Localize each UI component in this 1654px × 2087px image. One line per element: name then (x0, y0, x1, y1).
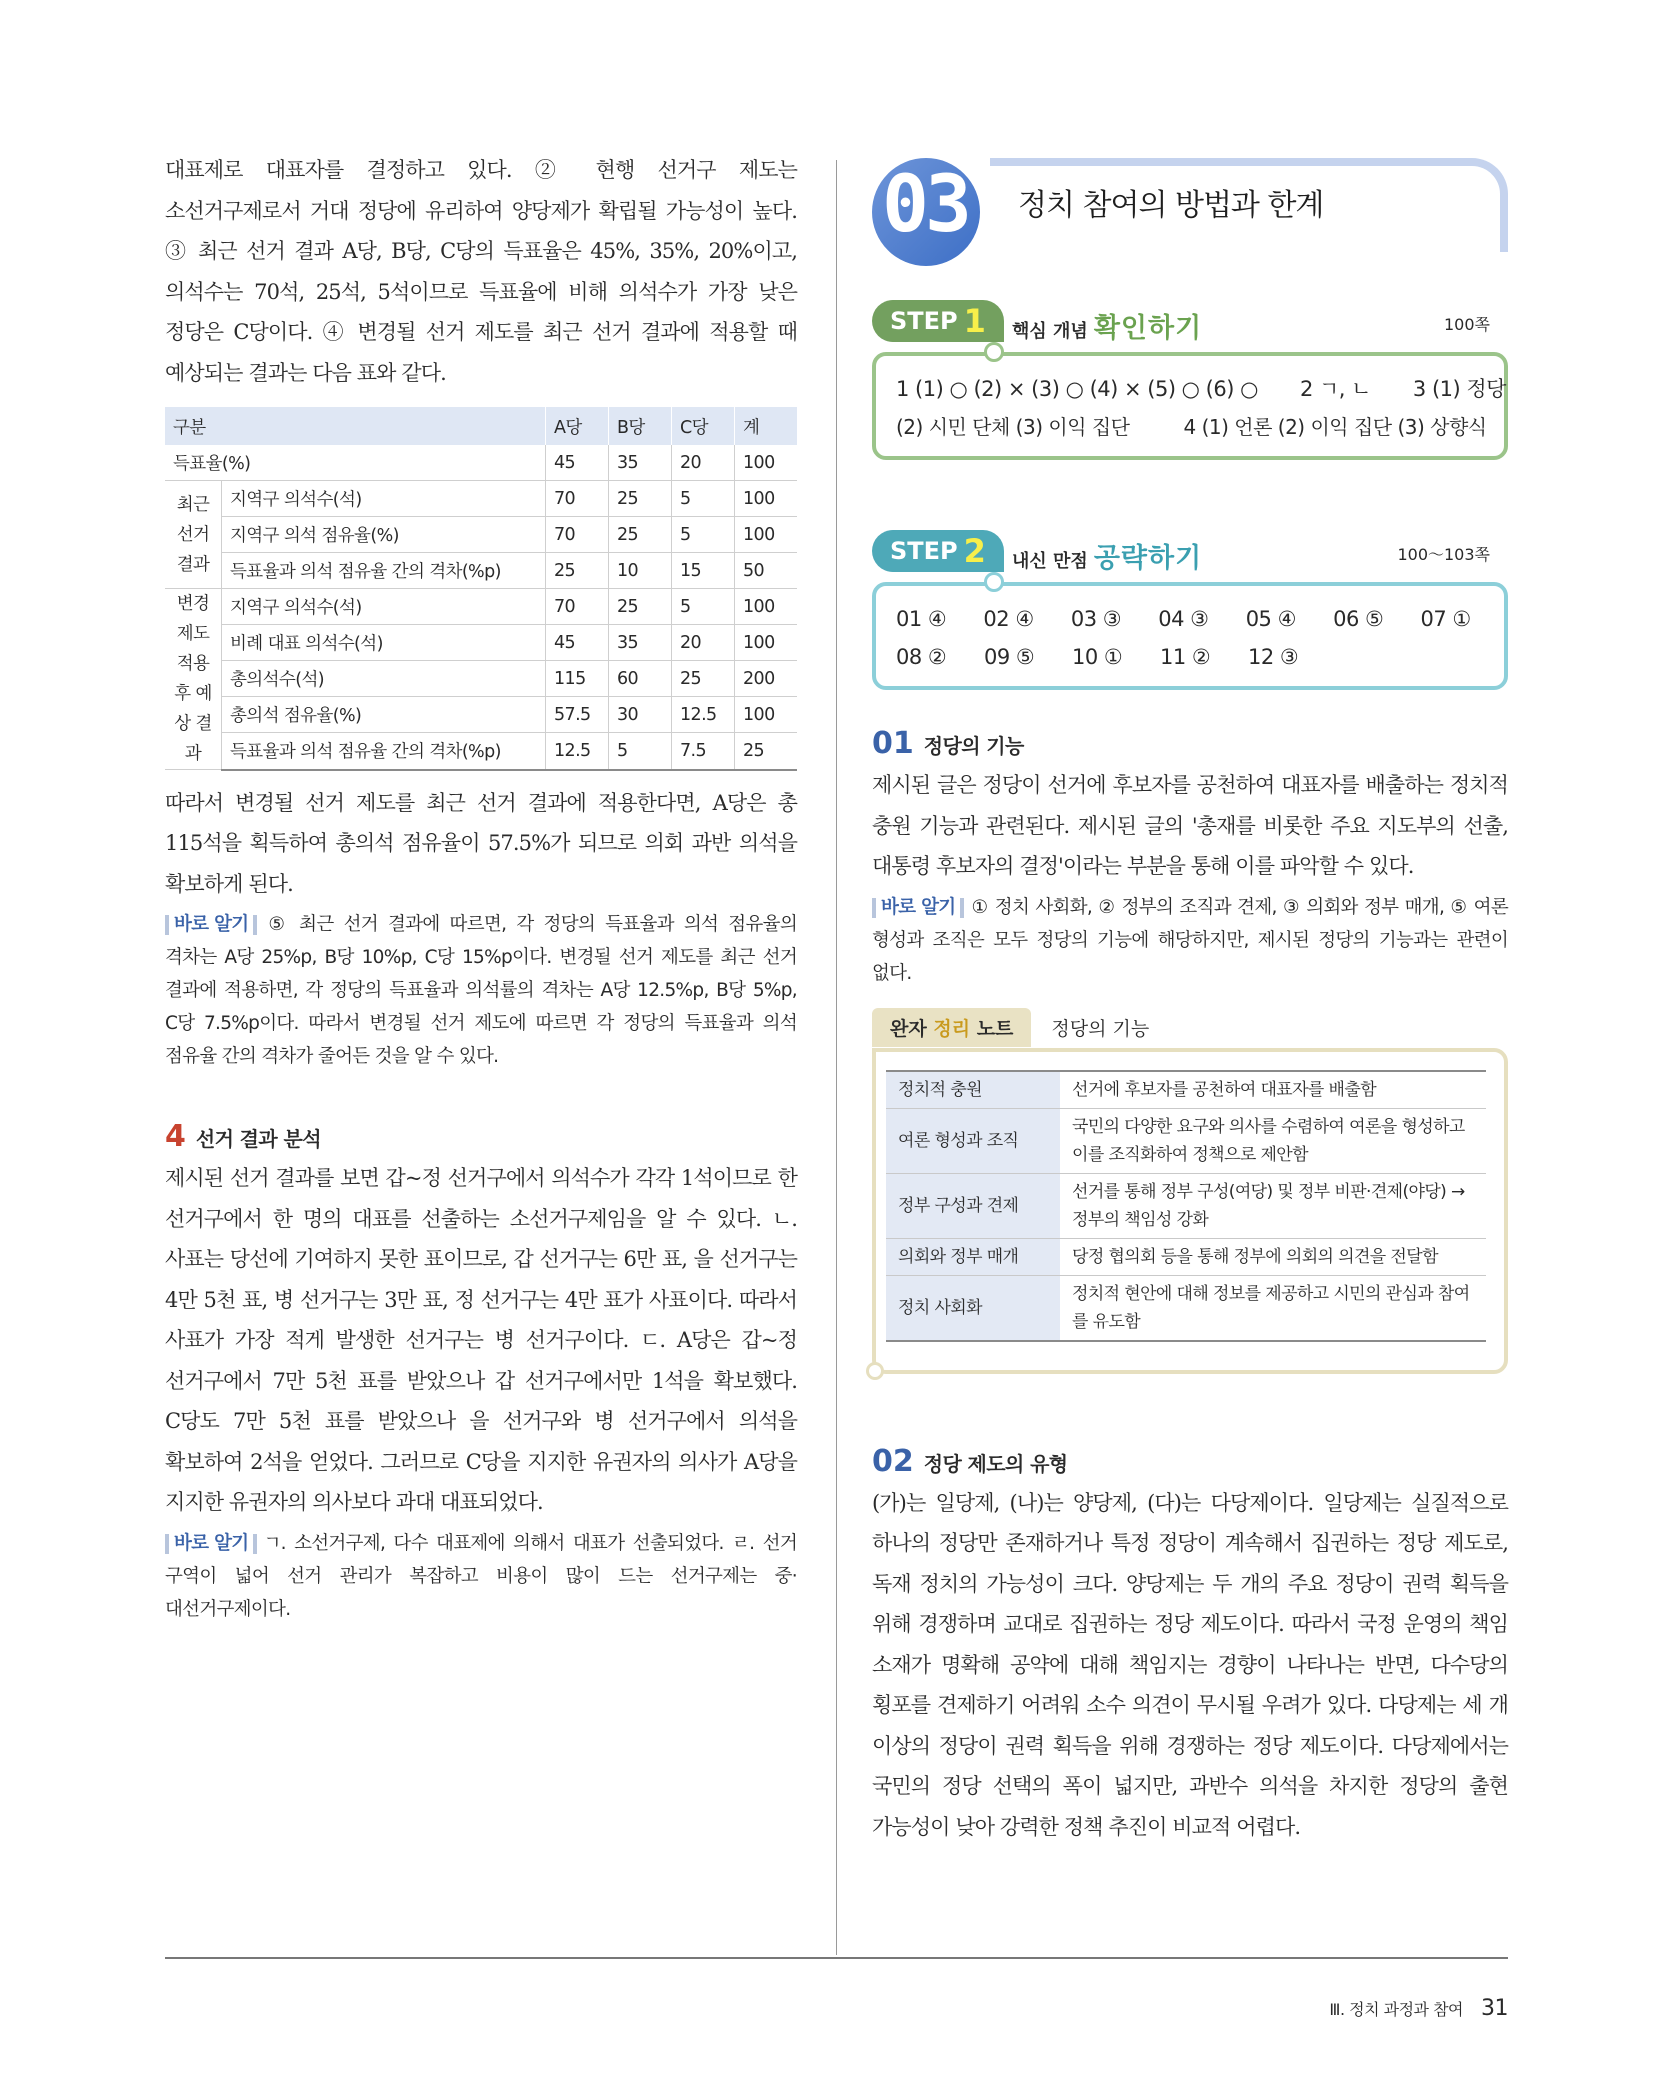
table-row: 득표율과 의석 점유율 간의 격차(%p) 12.5 5 7.5 25 (165, 733, 797, 770)
section-heading (872, 1444, 1508, 1479)
table-header: A당 (546, 407, 609, 445)
tip-paragraph (872, 891, 1508, 990)
section-number: 4 (165, 1119, 186, 1154)
column-divider (836, 160, 837, 1955)
answer-row: 01 ④ 02 ④ 03 ③ 04 ③ 05 ④ 06 ⑤ 07 ① (896, 607, 1471, 631)
tip-paragraph (165, 1527, 797, 1626)
table-row: 정치적 충원 선거에 후보자를 공천하여 대표자를 배출함 (886, 1071, 1486, 1109)
table-row: 득표율(%) 45 35 20 100 (165, 445, 797, 481)
chapter-number: 03 (882, 160, 968, 250)
section-heading (872, 726, 1508, 761)
step1-caption: 핵심 개념 확인하기 (1012, 313, 1203, 344)
tip-label: 바로 알기 (165, 1534, 257, 1554)
step2-tab: STEP 2 (872, 530, 1004, 572)
right-column (872, 150, 1508, 1847)
step1-tab: STEP 1 (872, 300, 1004, 342)
table-header: C당 (672, 407, 735, 445)
table-row: 득표율과 의석 점유율 간의 격차(%p) 25 10 15 50 (165, 553, 797, 589)
tip-text: ㄱ. 소선거구제, 다수 대표제에 의해서 대표가 선출되었다. ㄹ. 선거 구역이 넓어 선거 관리가 복잡하고 비용이 많이 드는 선거구제는 중·대선거구제이다. (165, 1532, 797, 1620)
section-number: 01 (872, 726, 914, 761)
step2-page-ref: 100～103쪽 (1397, 545, 1490, 564)
step2-box (872, 530, 1508, 690)
step2-caption: 내신 만점 공략하기 (1012, 543, 1203, 574)
group-label: 변경 제도 적용 후 예상 결과 (165, 589, 222, 770)
answer-row: 1 (1) ○ (2) × (3) ○ (4) × (5) ○ (6) ○ 2 ㄱ, ㄴ 3 (1) 정당 (896, 377, 1506, 401)
table-row: 변경 제도 적용 후 예상 결과 지역구 의석수(석) 70 25 5 100 (165, 589, 797, 625)
table-header: 계 (735, 407, 798, 445)
table-row: 비례 대표 의석수(석) 45 35 20 100 (165, 625, 797, 661)
step1-box (872, 300, 1508, 460)
footer-rule (165, 1957, 1508, 1959)
table-row: 총의석수(석) 115 60 25 200 (165, 661, 797, 697)
section-paragraph: 제시된 글은 정당이 선거에 후보자를 공천하여 대표자를 배출하는 정치적 충원 기능과 관련된다. 제시된 글의 '총재를 비롯한 주요 지도부의 선출, 대통령 후보자의 결정'이라는 부분을 통해 이를 파악할 수 있다. (872, 773, 1508, 878)
summary-note (872, 1008, 1508, 1374)
tip-text: ① 정치 사회화, ② 정부의 조직과 견제, ③ 의회와 정부 매개, ⑤ 여론 형성과 조직은 모두 정당의 기능에 해당하지만, 제시된 정당의 기능과는 관련이 없다. (872, 896, 1509, 984)
section-title: 정당 제도의 유형 (923, 1451, 1068, 1476)
table-row: 최근 선거 결과 지역구 의석수(석) 70 25 5 100 (165, 481, 797, 517)
party-function-table (886, 1070, 1486, 1342)
table-row: 총의석 점유율(%) 57.5 30 12.5 100 (165, 697, 797, 733)
tip-label: 바로 알기 (165, 915, 257, 935)
tip-paragraph (165, 908, 797, 1073)
section-paragraph: (가)는 일당제, (나)는 양당제, (다)는 다당제이다. 일당제는 실질적으로 하나의 정당만 존재하거나 특정 정당이 계속해서 집권하는 정당 제도로, 독재 정치의 가능성이 크다. 양당제는 두 개의 주요 정당이 권력 획득을 위해 경쟁하며 교대로 집권하는 정당 제도이다. 따라서 국정 운영의 책임 소재가 명확해 공약에 대해 책임지는 경향이 나타나는 반면, 다수당의 횡포를 견제하기 어려워 소수 의견이 무시될 우려가 있다. 다당제는 세 개 이상의 정당이 권력 획득을 위해 경쟁하는 정당 제도이다. 다당제에서는 국민의 정당 선택의 폭이 넓지만, 과반수 의석을 차지한 정당의 출현 가능성이 낮아 강력한 정책 추진이 비교적 어렵다. (872, 1490, 1508, 1839)
table-header: B당 (609, 407, 672, 445)
table-row: 지역구 의석 점유율(%) 70 25 5 100 (165, 517, 797, 553)
section-paragraph: 제시된 선거 결과를 보면 갑~정 선거구에서 의석수가 각각 1석이므로 한 선거구에서 한 명의 대표를 선출하는 소선거구제임을 알 수 있다. ㄴ. 사표는 당선에 기여하지 못한 표이므로, 갑 선거구는 6만 표, 을 선거구는 4만 5천 표, 병 선거구는 3만 표, 정 선거구는 4만 표가 사표이다. 따라서 사표가 가장 적게 발생한 선거구는 병 선거구이다. ㄷ. A당은 갑~정 선거구에서 7만 5천 표를 받았으나 갑 선거구에서만 1석을 확보했다. C당도 7만 5천 표를 받았으나 을 선거구와 병 선거구에서 의석을 확보하여 2석을 얻었다. 그러므로 C당을 지지한 유권자의 의사가 A당을 지지한 유권자의 의사보다 과대 대표되었다. (165, 1166, 797, 1514)
group-label: 최근 선거 결과 (165, 481, 222, 589)
after-table-paragraph: 따라서 변경될 선거 제도를 최근 선거 결과에 적용한다면, A당은 총 115석을 획득하여 총의석 점유율이 57.5%가 되므로 의회 과반 의석을 확보하게 된다. (165, 790, 797, 896)
tip-label: 바로 알기 (872, 898, 964, 918)
table-row: 의회와 정부 매개 당정 협의회 등을 통해 정부에 의회의 의견을 전달함 (886, 1238, 1486, 1275)
chapter-title: 정치 참여의 방법과 한계 (1018, 188, 1324, 223)
table-header: 구분 (165, 407, 546, 445)
section-number: 02 (872, 1443, 914, 1479)
note-label: 완자 정리 노트 (872, 1008, 1031, 1047)
table-row: 정치 사회화 정치적 현안에 대해 정보를 제공하고 시민의 관심과 참여를 유도함 (886, 1275, 1486, 1341)
answer-row: (2) 시민 단체 (3) 이익 집단 4 (1) 언론 (2) 이익 집단 (3) 상향식 (896, 415, 1487, 439)
chapter-header (872, 150, 1508, 268)
answer-row: 08 ② 09 ⑤ 10 ① 11 ② 12 ③ (896, 645, 1299, 669)
tip-text: ⑤ 최근 선거 결과에 따르면, 각 정당의 득표율과 의석 점유율의 격차는 A당 25%p, B당 10%p, C당 15%p이다. 변경될 선거 제도를 최근 선거 결과에 적용하면, 각 정당의 득표율과 의석률의 격차는 A당 12.5%p, B당 5%p, C당 7.5%p이다. 따라서 변경될 선거 제도에 따르면 각 정당의 득표율과 의석 점유율 간의 격차가 줄어든 것을 알 수 있다. (165, 914, 797, 1067)
page-number: 31 (1481, 1996, 1508, 2021)
step1-page-ref: 100쪽 (1444, 315, 1490, 334)
section-title: 선거 결과 분석 (195, 1127, 321, 1151)
note-subtitle: 정당의 기능 (1051, 1018, 1150, 1040)
page-footer (1329, 1996, 1508, 2021)
footer-chapter: Ⅲ. 정치 과정과 참여 (1329, 2000, 1463, 2019)
section-title: 정당의 기능 (923, 734, 1024, 758)
table-row: 정부 구성과 견제 선거를 통해 정부 구성(여당) 및 정부 비판·견제(야당) → 정부의 책임성 강화 (886, 1173, 1486, 1238)
left-column (165, 150, 797, 1626)
intro-paragraph: 대표제로 대표자를 결정하고 있다. ② 현행 선거구 제도는 소선거구제로서 거대 정당에 유리하여 양당제가 확립될 가능성이 높다. ③ 최근 선거 결과 A당, B당, C당의 득표율은 45%, 35%, 20%이고, 의석수는 70석, 25석, 5석이므로 득표율에 비해 의석수가 가장 낮은 정당은 C당이다. ④ 변경될 선거 제도를 최근 선거 결과에 적용할 때 예상되는 결과는 다음 표와 같다. (165, 158, 797, 385)
election-result-table (165, 407, 797, 771)
table-row: 여론 형성과 조직 국민의 다양한 요구와 의사를 수렴하여 여론을 형성하고 이를 조직화하여 정책으로 제안함 (886, 1108, 1486, 1173)
section-heading (165, 1119, 797, 1154)
